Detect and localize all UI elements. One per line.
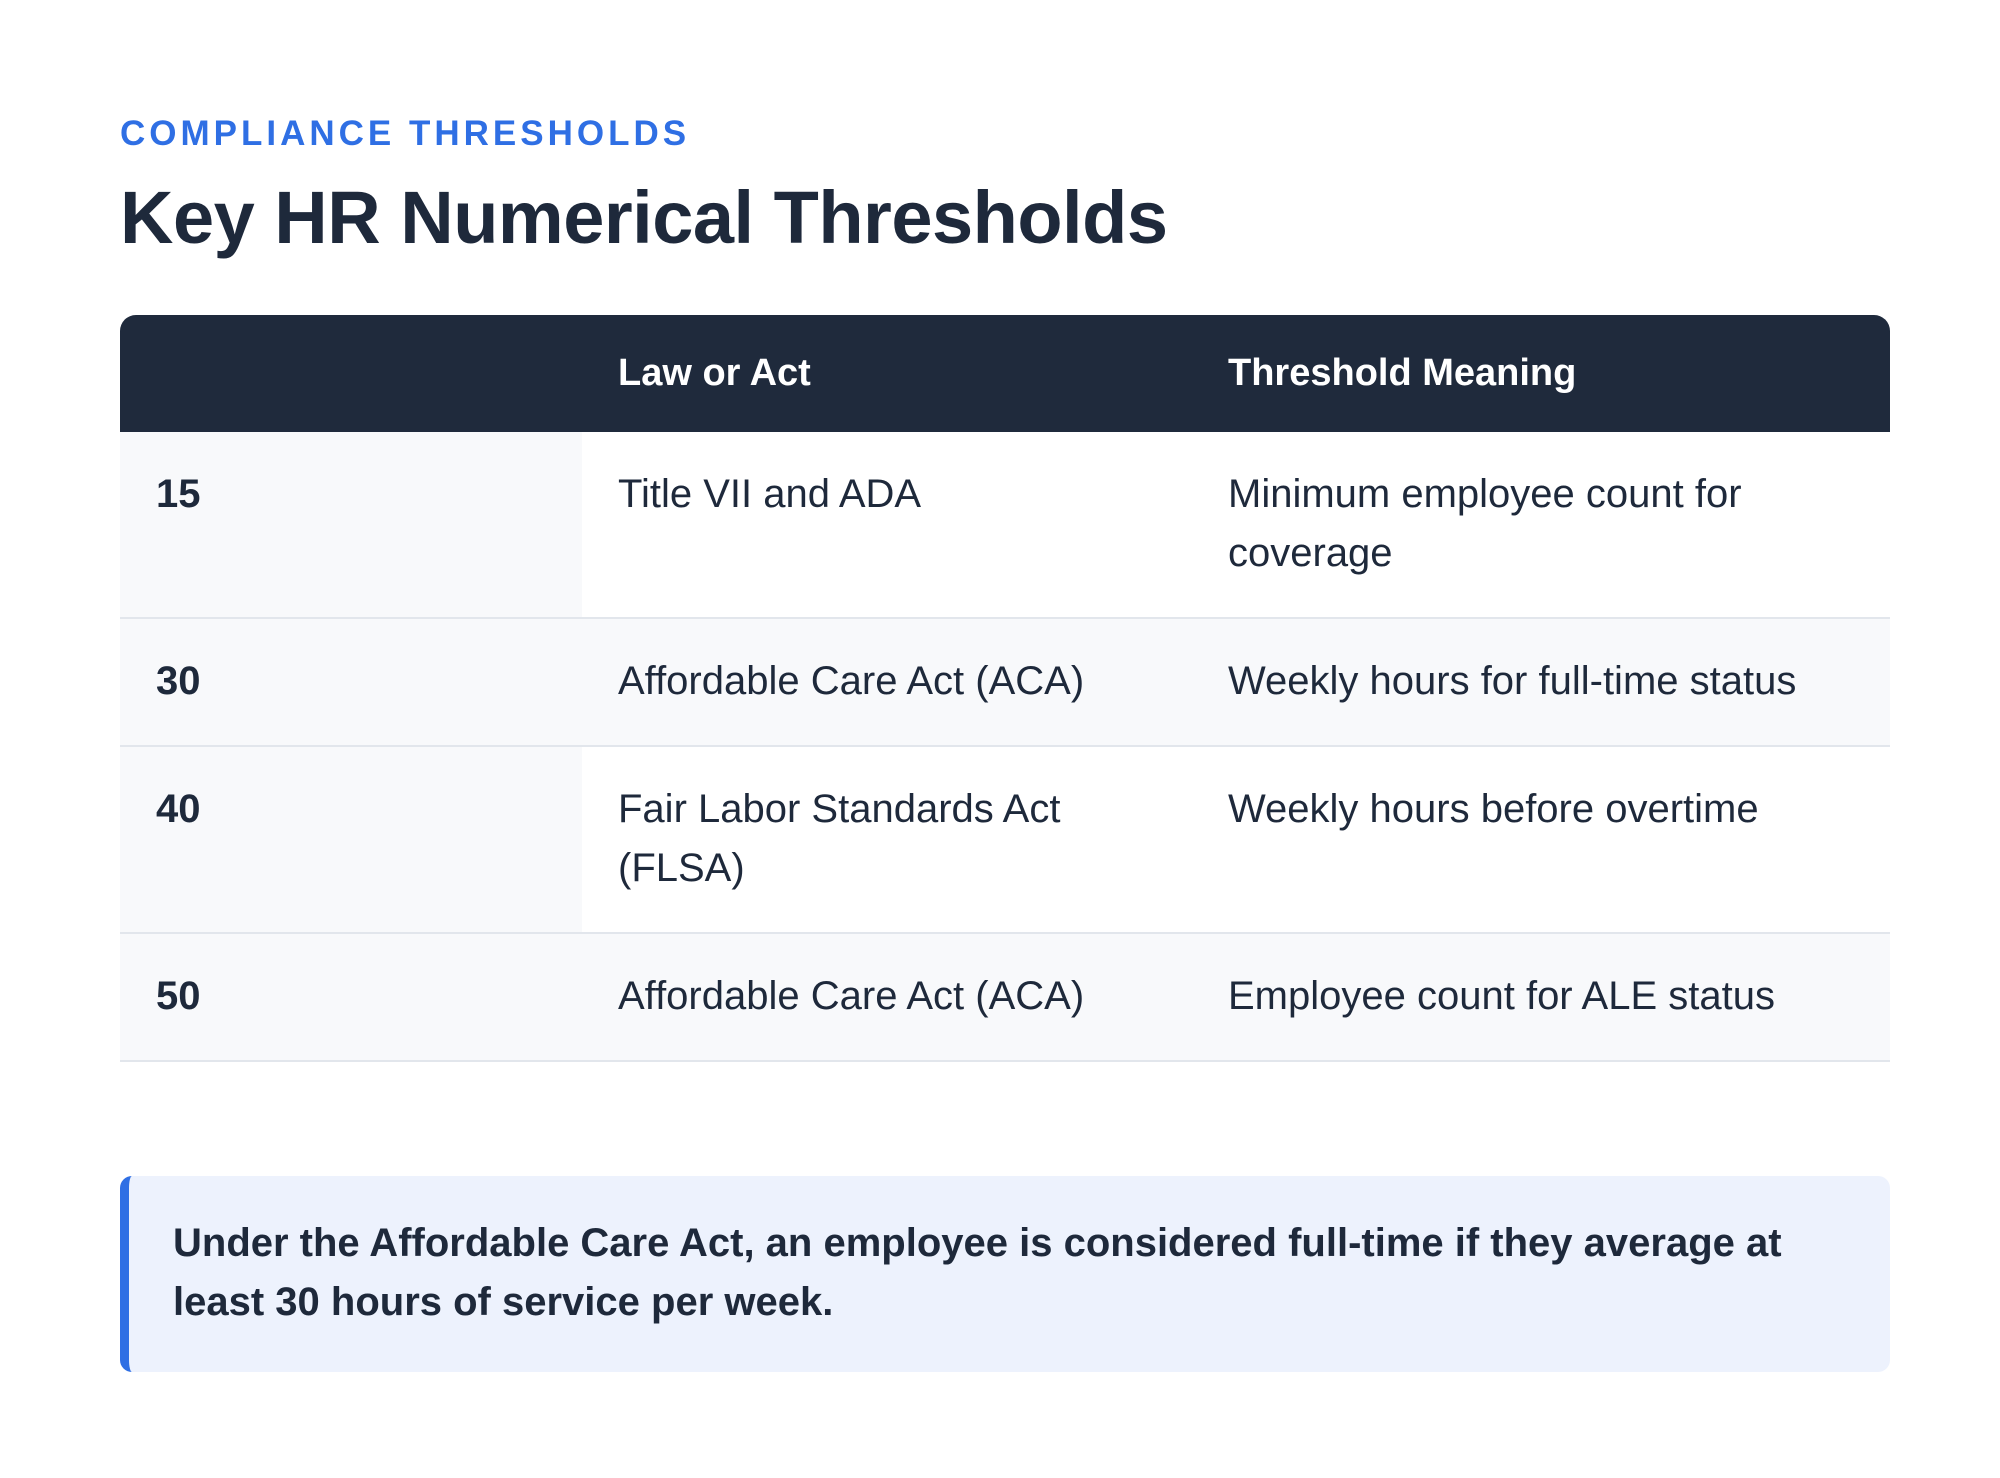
threshold-number: 30 [120, 618, 582, 746]
meaning-cell: Weekly hours before overtime [1192, 746, 1890, 933]
page-title: Key HR Numerical Thresholds [120, 176, 1168, 259]
threshold-number: 15 [120, 432, 582, 618]
table-header-row [120, 315, 1890, 432]
column-header-number [120, 315, 582, 432]
law-cell: Fair Labor Standards Act (FLSA) [582, 746, 1192, 933]
table-row [120, 746, 1890, 933]
table-row [120, 933, 1890, 1061]
meaning-cell: Employee count for ALE status [1192, 933, 1890, 1061]
column-header-law: Law or Act [618, 352, 811, 394]
table-header [120, 315, 1890, 432]
callout-note [120, 1176, 1890, 1372]
column-header-meaning: Threshold Meaning [1228, 352, 1577, 394]
meaning-cell: Minimum employee count for coverage [1192, 432, 1890, 618]
threshold-number: 40 [120, 746, 582, 933]
table-body [120, 432, 1890, 1061]
law-cell: Title VII and ADA [582, 432, 1192, 618]
meaning-cell: Weekly hours for full-time status [1192, 618, 1890, 746]
law-cell: Affordable Care Act (ACA) [582, 618, 1192, 746]
table-row [120, 432, 1890, 618]
thresholds-table [120, 315, 1890, 1062]
law-cell: Affordable Care Act (ACA) [582, 933, 1192, 1061]
callout-note-text: Under the Affordable Care Act, an employee is considered full-time if they average at least 30 hours of service per week. [173, 1221, 1782, 1324]
page [120, 112, 1890, 1324]
table-row [120, 618, 1890, 746]
threshold-number: 50 [120, 933, 582, 1061]
section-eyebrow: COMPLIANCE THRESHOLDS [120, 114, 691, 153]
